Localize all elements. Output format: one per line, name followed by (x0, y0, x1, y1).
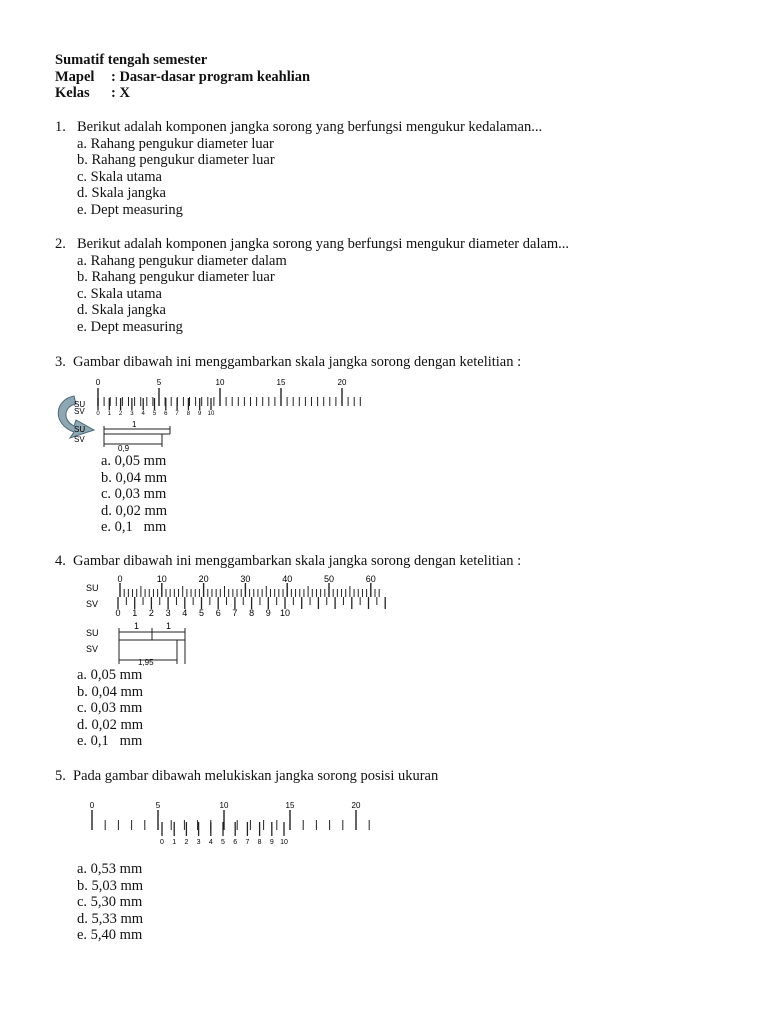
class-label: Kelas (55, 85, 90, 101)
question-stem (55, 119, 745, 136)
vernier-scale-label: 4 (208, 839, 213, 846)
su-label: SU (74, 400, 86, 409)
detail-sv-label: SV (74, 435, 85, 444)
vernier-scale-label: 6 (233, 839, 238, 846)
vernier-scale-label: 4 (141, 411, 145, 417)
option-c: c. 5,30 mm (77, 894, 143, 911)
vernier-figure-q5 (84, 800, 384, 855)
main-scale-label: 10 (156, 574, 167, 584)
vernier-scale-label: 7 (232, 608, 238, 618)
main-scale-labels (117, 574, 375, 584)
main-scale-label: 30 (240, 574, 251, 584)
vernier-scale-label: 7 (245, 839, 250, 846)
option-b: b. 0,04 mm (77, 683, 144, 700)
main-scale-label: 15 (276, 378, 286, 387)
exam-header (55, 52, 745, 102)
option-d: d. Skala jangka (77, 302, 166, 319)
vernier-scale-label: 10 (207, 411, 215, 417)
subject-line (55, 69, 745, 86)
option-d: d. 0,02 mm (77, 716, 144, 733)
sv-label: SV (86, 599, 99, 609)
main-scale-label: 40 (282, 574, 293, 584)
vernier-scale (162, 822, 284, 836)
question-text: Berikut adalah komponen jangka sorong yang berfungsi mengukur kedalaman... (77, 119, 543, 135)
detail-sv-label: SV (86, 644, 99, 654)
subject-value: : Dasar-dasar program keahlian (111, 68, 311, 85)
su-label: SU (86, 583, 99, 593)
question-stem (55, 553, 745, 570)
vernier-scale-label: 10 (280, 839, 288, 846)
question-2 (55, 236, 745, 336)
main-scale-label: 20 (198, 574, 209, 584)
main-scale-label: 5 (155, 801, 161, 810)
question-3-options (55, 453, 745, 536)
option-a: a. 0,05 mm (77, 667, 143, 683)
vernier-scale-label: 5 (221, 839, 225, 846)
detail-top-value-a: 1 (134, 621, 140, 631)
vernier-scale-label: 3 (165, 608, 171, 618)
sv-label: SV (74, 407, 85, 416)
vernier-scale-label: 0 (115, 608, 121, 618)
vernier-scale-label: 3 (196, 839, 201, 846)
vernier-scale-label: 1 (132, 608, 138, 618)
vernier-scale-label: 8 (186, 411, 191, 417)
detail-bottom-value: 1,95 (138, 658, 154, 667)
vernier-scale (118, 597, 392, 609)
option-d: d. 5,33 mm (77, 910, 144, 927)
vernier-scale-label: 2 (118, 411, 123, 417)
vernier-figure-q3 (52, 374, 362, 457)
question-number: 5. (55, 768, 66, 784)
question-number: 3. (55, 354, 66, 370)
main-scale (98, 388, 362, 406)
vernier-scale-label: 9 (265, 608, 271, 618)
option-e: e. 5,40 mm (77, 927, 143, 944)
question-5 (55, 768, 745, 785)
option-e: e. 0,1 mm (101, 519, 167, 536)
option-b: b. Rahang pengukur diameter luar (77, 152, 275, 169)
option-e: e. Dept measuring (77, 318, 183, 335)
vernier-scale-label: 10 (279, 608, 291, 618)
option-c: c. 0,03 mm (101, 486, 167, 503)
question-stem (55, 354, 745, 371)
vernier-scale-label: 8 (249, 608, 255, 618)
main-scale-label: 0 (117, 574, 123, 584)
main-scale-labels (90, 801, 361, 810)
detail-bottom-value: 0,9 (118, 444, 130, 452)
question-1 (55, 119, 745, 219)
class-line (55, 85, 745, 102)
main-scale-label: 10 (219, 801, 229, 810)
vernier-scale-label: 9 (269, 839, 274, 846)
option-c: c. Skala utama (77, 285, 162, 302)
vernier-scale-label: 6 (164, 411, 168, 417)
question-text: Gambar dibawah ini menggambarkan skala jangka sorong dengan ketelitian : (73, 553, 522, 569)
option-e: e. Dept measuring (77, 201, 183, 218)
vernier-scale-labels (115, 608, 290, 618)
option-c: c. Skala utama (77, 168, 162, 185)
question-4 (55, 553, 745, 570)
main-scale-label: 10 (215, 378, 225, 387)
question-5-options (55, 861, 745, 944)
detail-top-value: 1 (132, 420, 137, 429)
main-scale (120, 583, 379, 597)
option-b: b. 0,04 mm (101, 469, 168, 486)
vernier-scale-label: 1 (107, 411, 111, 417)
vernier-scale-label: 3 (130, 411, 134, 417)
main-scale-label: 15 (285, 801, 295, 810)
question-text: Gambar dibawah ini menggambarkan skala jangka sorong dengan ketelitian : (73, 354, 522, 370)
vernier-scale-label: 2 (148, 608, 154, 618)
question-stem (55, 236, 745, 253)
vernier-figure-q4 (82, 572, 392, 673)
main-scale-label: 0 (89, 801, 95, 810)
vernier-scale-label: 1 (172, 839, 177, 846)
vernier-scale-label: 5 (198, 608, 205, 618)
vernier-scale-label: 0 (160, 839, 164, 846)
option-b: b. 5,03 mm (77, 877, 144, 894)
main-scale (92, 810, 369, 830)
question-number: 4. (55, 553, 66, 569)
vernier-scale-label: 4 (182, 608, 188, 618)
option-d: d. Skala jangka (77, 185, 166, 202)
option-d: d. 0,02 mm (101, 502, 168, 519)
option-b: b. Rahang pengukur diameter luar (77, 269, 275, 286)
vernier-scale-label: 0 (96, 411, 100, 417)
main-scale-label: 60 (365, 574, 376, 584)
vernier-scale-label: 8 (257, 839, 262, 846)
option-a: a. Rahang pengukur diameter luar (77, 135, 274, 152)
main-scale-label: 5 (156, 378, 162, 387)
detail-top-value-b: 1 (166, 621, 172, 631)
vernier-scale (98, 398, 211, 410)
main-scale-labels (96, 378, 347, 387)
exam-title: Sumatif tengah semester (55, 52, 208, 68)
vernier-scale-label: 6 (215, 608, 221, 618)
option-c: c. 0,03 mm (77, 700, 143, 717)
question-text: Pada gambar dibawah melukiskan jangka sorong posisi ukuran (73, 768, 439, 784)
vernier-scale-labels (96, 411, 215, 417)
question-text: Berikut adalah komponen jangka sorong yang berfungsi mengukur diameter dalam... (77, 236, 570, 252)
vernier-scale-labels (160, 839, 288, 846)
vernier-scale-label: 9 (198, 411, 202, 417)
subject-label: Mapel (55, 68, 95, 85)
option-a: a. Rahang pengukur diameter dalam (77, 252, 287, 269)
vernier-scale-label: 5 (152, 411, 157, 417)
question-number: 2. (55, 236, 66, 252)
class-value: : X (111, 85, 130, 101)
question-4-options (55, 667, 745, 750)
main-scale-label: 0 (95, 378, 101, 387)
vernier-scale-label: 7 (175, 411, 179, 417)
question-number: 1. (55, 119, 66, 135)
detail-su-label: SU (86, 628, 99, 638)
main-scale-label: 50 (323, 574, 335, 584)
option-a: a. 0,53 mm (77, 861, 143, 877)
option-e: e. 0,1 mm (77, 733, 143, 750)
question-3 (55, 354, 745, 371)
main-scale-label: 20 (337, 378, 347, 387)
vernier-scale-label: 2 (184, 839, 189, 846)
main-scale-label: 20 (351, 801, 361, 810)
option-a: a. 0,05 mm (101, 453, 167, 469)
question-stem (55, 768, 745, 785)
detail-su-label: SU (74, 425, 86, 434)
